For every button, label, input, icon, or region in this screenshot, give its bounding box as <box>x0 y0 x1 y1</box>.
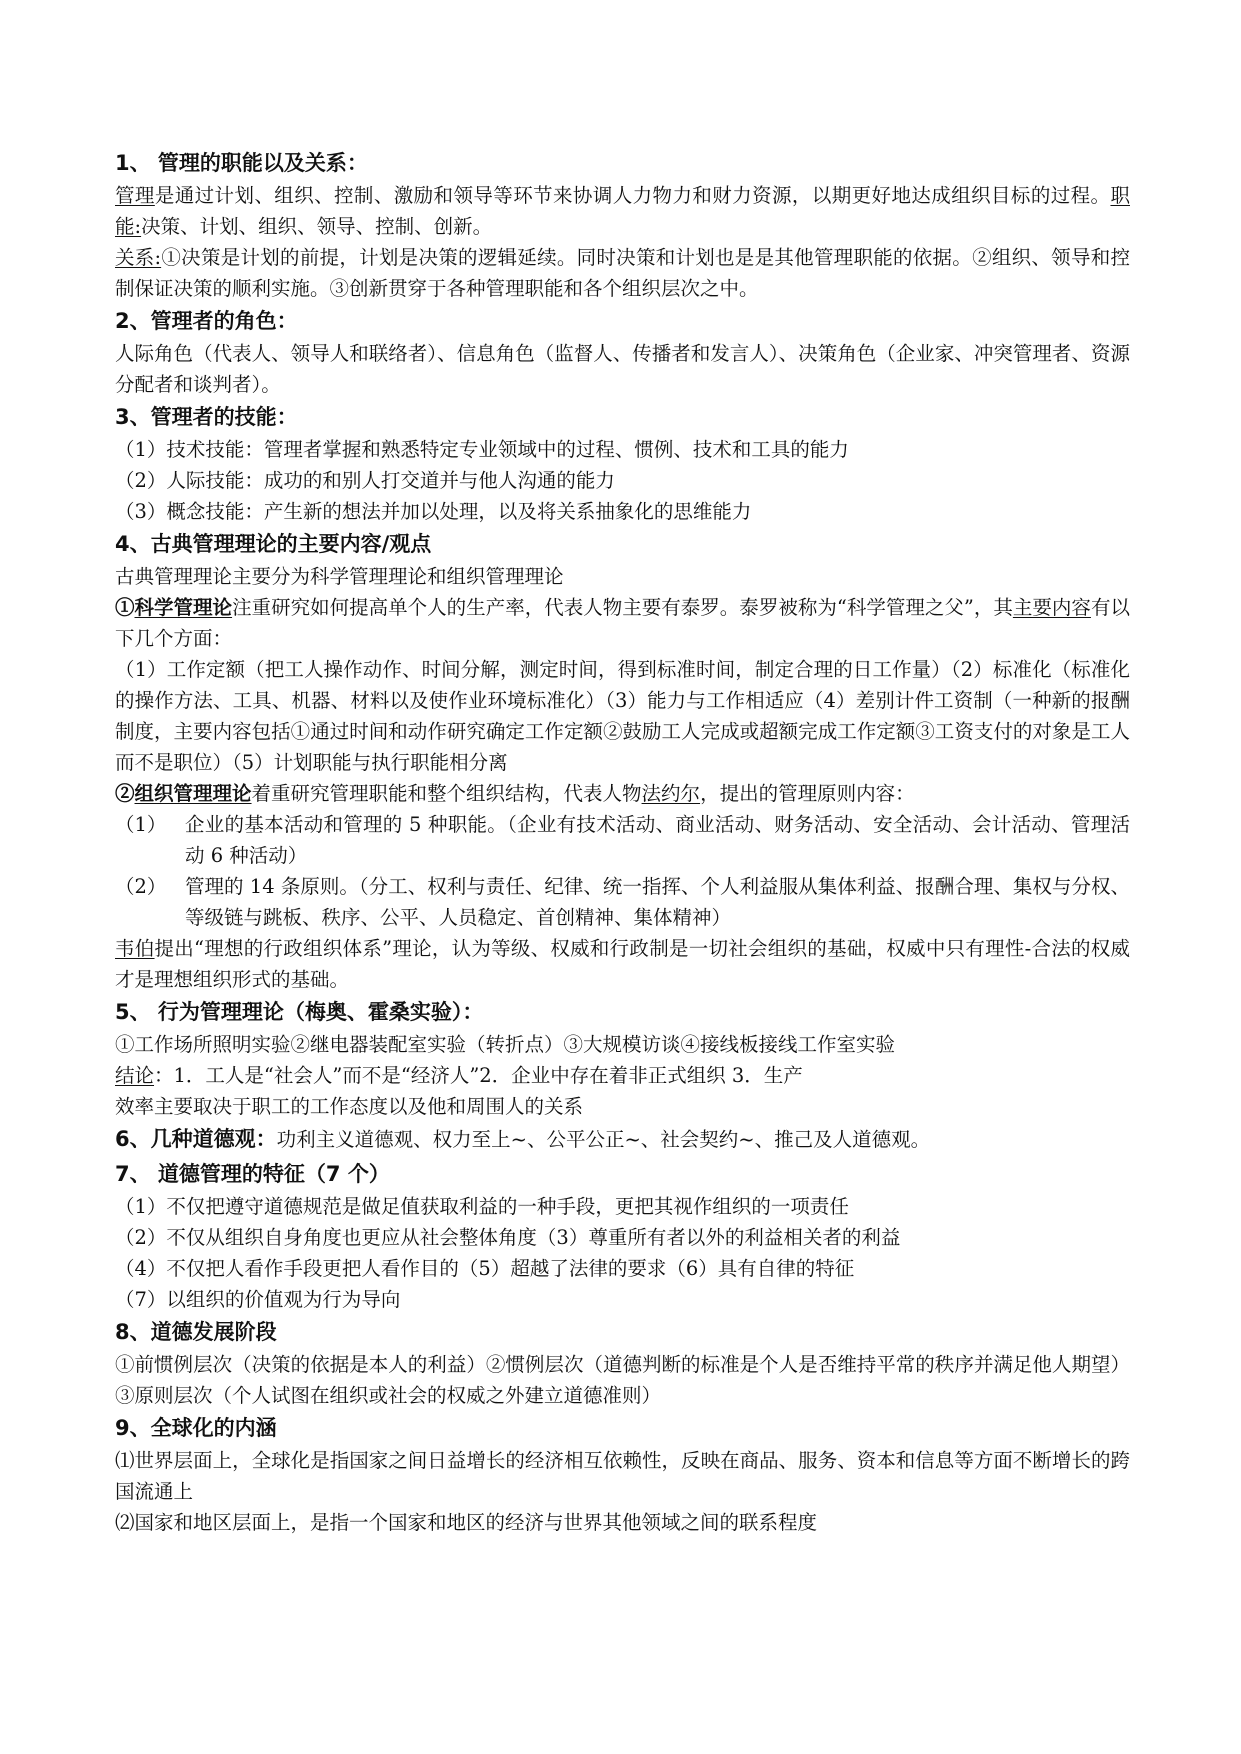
globalization-item: ⑵国家和地区层面上，是指一个国家和地区的经济与世界其他领域之间的联系程度 <box>115 1511 818 1534</box>
term-scientific-management: 科学管理论 <box>134 596 233 619</box>
section-6-heading: 6、几种道德观： <box>115 1127 277 1151</box>
document-content <box>115 146 1130 1538</box>
item-number: （1） <box>115 813 167 836</box>
term-management: 管理 <box>115 184 155 207</box>
item-text: 企业的基本活动和管理的 5 种职能。（企业有技术活动、商业活动、财务活动、安全活动、会计活动、管理活动 6 种活动） <box>185 813 1130 867</box>
conclusion-text-1: ：1．工人是“社会人”而不是“经济人”2．企业中存在着非正式组织 3．生产 <box>154 1064 803 1087</box>
scientific-management-detail: （1）工作定额（把工人操作动作、时间分解，测定时间，得到标准时间，制定合理的日工作量）（2）标准化（标准化的操作方法、工具、机器、材料以及使作业环境标准化）（3）能力与工作相适应（4）差别计件工资制（一种新的报酬制度，主要内容包括①通过时间和动作研究确定工作定额②鼓励工人完成或超额完成工作定额③工资支付的对象是工人而不是职位）（5）计划职能与执行职能相分离 <box>115 658 1130 774</box>
weber-paragraph <box>115 933 1130 995</box>
section-9-heading: 9、全球化的内涵 <box>115 1416 277 1440</box>
term-organization-management: 组织管理理论 <box>134 782 252 805</box>
scientific-prefix: ① <box>115 596 135 619</box>
section-6-text: 功利主义道德观、权力至上~、公平公正~、社会契约~、推己及人道德观。 <box>276 1128 931 1151</box>
relation-text: ①决策是计划的前提，计划是决策的逻辑延续。同时决策和计划也是是其他管理职能的依据。②组织、领导和控制保证决策的顺利实施。③创新贯穿于各种管理职能和各个组织层次之中。 <box>115 246 1130 300</box>
section-2-heading: 2、管理者的角色： <box>115 309 298 333</box>
organization-management-paragraph <box>115 778 1130 809</box>
item-number: （2） <box>115 875 167 898</box>
scientific-text-2: 有以下几个方面： <box>115 596 1130 650</box>
definition-text: 是通过计划、组织、控制、激励和领导等环节来协调人力物力和财力资源，以期更好地达成组织目标的过程。 <box>154 184 1111 207</box>
term-conclusion: 结论 <box>115 1064 155 1087</box>
skill-item: （1）技术技能：管理者掌握和熟悉特定专业领域中的过程、惯例、技术和工具的能力 <box>115 438 849 461</box>
ethics-item: （1）不仅把遵守道德规范是做足值获取利益的一种手段，更把其视作组织的一项责任 <box>115 1195 849 1218</box>
section-1-relation <box>115 242 1130 304</box>
section-4-heading: 4、古典管理理论的主要内容/观点 <box>115 532 432 556</box>
term-relation: 关系: <box>115 246 162 269</box>
scientific-management-paragraph <box>115 592 1130 654</box>
section-7-heading: 7、 道德管理的特征（7 个） <box>115 1162 390 1186</box>
weber-text: 提出“理想的行政组织体系”理论，认为等级、权威和行政制是一切社会组织的基础，权威中只有理性-合法的权威才是理想组织形式的基础。 <box>115 937 1130 991</box>
item-text: 管理的 14 条原则。（分工、权利与责任、纪律、统一指挥、个人利益服从集体利益、报酬合理、集权与分权、等级链与跳板、秩序、公平、人员稳定、首创精神、集体精神） <box>185 875 1130 929</box>
skill-item: （3）概念技能：产生新的想法并加以处理，以及将关系抽象化的思维能力 <box>115 500 752 523</box>
section-3-heading: 3、管理者的技能： <box>115 405 298 429</box>
section-6-line <box>115 1122 1130 1157</box>
section-1-heading: 1、 管理的职能以及关系： <box>115 151 368 175</box>
person-fayol: 法约尔 <box>641 782 701 805</box>
scientific-text-1: 注重研究如何提高单个人的生产率，代表人物主要有泰罗。泰罗被称为“科学管理之父”，其 <box>232 596 1013 619</box>
organization-prefix: ② <box>115 782 135 805</box>
conclusion-line-2: 效率主要取决于职工的工作态度以及他和周围人的关系 <box>115 1095 584 1118</box>
organization-item <box>115 809 1130 871</box>
ethics-item: （7）以组织的价值观为行为导向 <box>115 1288 401 1311</box>
section-5-text: ①工作场所照明实验②继电器装配室实验（转折点）③大规模访谈④接线板接线工作室实验 <box>115 1033 896 1056</box>
section-8-heading: 8、道德发展阶段 <box>115 1320 277 1344</box>
skill-item: （2）人际技能：成功的和别人打交道并与他人沟通的能力 <box>115 469 615 492</box>
organization-text-2: ，提出的管理原则内容： <box>700 782 915 805</box>
organization-item <box>115 871 1130 933</box>
section-1-definition <box>115 180 1130 242</box>
globalization-item: ⑴世界层面上，全球化是指国家之间日益增长的经济相互依赖性，反映在商品、服务、资本和信息等方面不断增长的跨国流通上 <box>115 1449 1130 1503</box>
section-2-text: 人际角色（代表人、领导人和联络者）、信息角色（监督人、传播者和发言人）、决策角色（企业家、冲突管理者、资源分配者和谈判者）。 <box>115 342 1130 396</box>
person-weber: 韦伯 <box>115 937 155 960</box>
term-functions: 职能: <box>115 184 1130 238</box>
section-4-intro: 古典管理理论主要分为科学管理理论和组织管理理论 <box>115 565 564 588</box>
section-8-text: ①前惯例层次（决策的依据是本人的利益）②惯例层次（道德判断的标准是个人是否维持平常的秩序并满足他人期望）③原则层次（个人试图在组织或社会的权威之外建立道德准则） <box>115 1353 1130 1407</box>
conclusion-line-1 <box>115 1060 1130 1091</box>
section-5-heading: 5、 行为管理理论（梅奥、霍桑实验）： <box>115 1000 484 1024</box>
term-main-content: 主要内容 <box>1012 596 1091 619</box>
ethics-item: （2）不仅从组织自身角度也更应从社会整体角度（3）尊重所有者以外的利益相关者的利益 <box>115 1226 901 1249</box>
functions-text: 决策、计划、组织、领导、控制、创新。 <box>141 215 493 238</box>
organization-text-1: 着重研究管理职能和整个组织结构，代表人物 <box>251 782 642 805</box>
ethics-item: （4）不仅把人看作手段更把人看作目的（5）超越了法律的要求（6）具有自律的特征 <box>115 1257 855 1280</box>
